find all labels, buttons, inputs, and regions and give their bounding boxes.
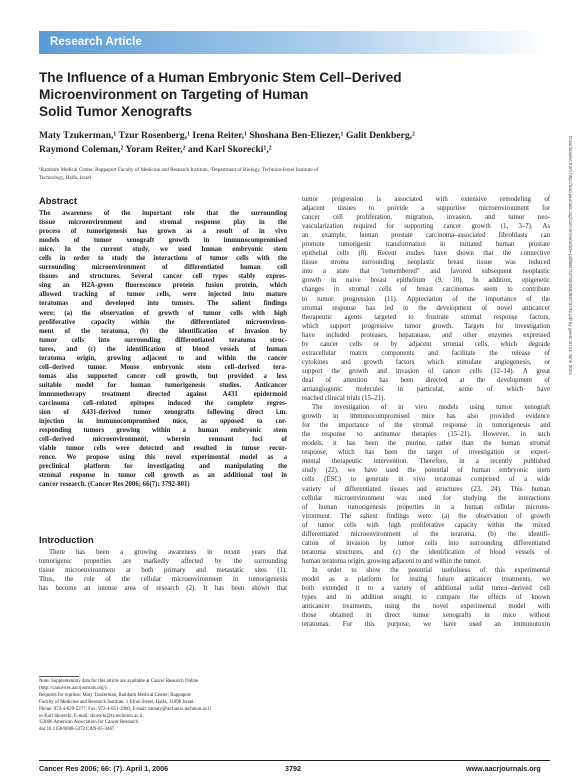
text-line: proliferative capacity within the differentiated microenviron- [39,318,287,326]
text-line: teratomas and developed into tumors. The salient findings [39,300,287,308]
text-line: suitable model for human tumorigenesis studies. Anticancer [39,381,287,389]
text-line: cancer research. (Cancer Res 2006; 66(7): 3792-801) [39,481,190,489]
footnotes [39,679,287,734]
text-line: to tumor progression (11). Appreciation of the importance of the [302,295,550,303]
download-note-text: Downloaded from http://aacrjournals.org/cancerres/article-pdf/66/7/3792/2562697/3792.pdf by guest on 21 June 2022 [568,136,573,375]
title-line: Solid Tumor Xenografts [39,104,193,119]
text-line: injection in immunocompromised mice, as opposed to cor- [39,418,287,426]
text-line: teratomas. For this purpose, we have used an immunotoxin [302,621,550,629]
footnote-line: (http://cancerres.aacrjournals.org/). [39,685,108,691]
footnote-line: or Karl Skorecki, E-mail: skorecki@tx.technion.ac.il. [39,713,144,719]
text-line: growth in naive breast epithelium (9, 10). In addition, epigenetic [302,277,550,285]
text-line: adjacent tissues to provide a supportive microenvironment for [302,205,550,213]
text-line: rence. We propose using this novel experimental model as a [39,454,287,462]
footnote-line: Note: Supplementary data for this article are available at Cancer Research Online [39,679,199,684]
text-line: for the importance of the stromal response in tumorigenesis and [302,422,550,430]
text-line: tumorigenic properties are markedly affected by the surrounding [39,558,287,566]
title-line: The Influence of a Human Embryonic Stem Cell–Derived [39,70,402,85]
text-line: mice. In the current study, we used human embryonic stem [39,246,287,254]
text-line: The awareness of the important role that the surrounding [39,210,287,217]
text-line: reached clinical trials (15–21). [302,395,386,403]
footnote-line: ©2006 American Association for Cancer Research. [39,720,140,726]
text-line: tomas also supported cancer cell growth, but provided a less [39,372,287,380]
article-type-label: Research Article [50,36,142,48]
text-line: were: (a) the observation of growth of tumor cells with high [39,309,287,317]
footer-divider [39,760,550,761]
text-line: sing an H2A-green fluorescence protein fusion protein, which [39,282,287,290]
text-line: cells in order to study the interactions of tumor cells with the [39,255,287,263]
footnote-line: Requests for reprints: Maty Tzukerman, Rambam Medical Center; Rappaport [39,692,191,698]
body-paragraph [302,195,550,403]
text-line: have included proteases, heparanase, and other enzymes expressed [302,331,550,339]
text-line: tissue microenvironment at both primary and metastatic sites (1). [39,567,287,575]
download-note [565,136,575,556]
text-line: Thus, the role of the cellular microenvironment in tumorigenesis [39,576,287,584]
introduction-body [39,548,287,593]
text-line: types and in addition sought to compare the effects of known [302,594,550,602]
text-line: by cancer cells or by adjacent stromal cells, which degrade [302,340,550,348]
affiliation-line: ¹Rambam Medical Center, Rappaport Faculty of Medicine and Research Institute, ²Department of Biology, Technion-Israel Institute of [39,167,319,173]
footer-journal-url[interactable]: www.aacrjournals.org [466,764,541,773]
introduction-heading: Introduction [39,534,94,545]
text-line: cation of invasion by tumor cells into surrounding differentiated [302,539,550,547]
right-column-body [302,195,550,629]
title-line: Microenvironment on Targeting of Human [39,87,309,102]
affiliation-line: Technology, Haifa, Israel [39,175,92,181]
text-line: cancer cell proliferation, migration, invasion, and tumor neo- [302,214,550,222]
text-line: extracellular matrix components and facilitate the release of [302,349,550,357]
text-line: sion of A431-derived tumor xenografts following direct i.m. [39,409,287,417]
text-line: cell–derived microenvironment, wherein remnant foci of [39,436,287,444]
text-line: changes in stromal cells of breast carcinomas seem to contribute [302,286,550,294]
text-line: surrounding microenvironment of differentiated human cell [39,264,287,272]
footer-citation: Cancer Res 2006; 66: (7). April 1, 2006 [39,764,169,773]
text-line: cytokines and growth factors which stimulate angiogenesis, or [302,358,550,366]
text-line: models, it has been the murine, rather than the human stromal [302,440,550,448]
affiliations [39,166,559,182]
text-line: response, which has been the target of investigation or experi- [302,449,550,457]
text-line: preclinical platform for investigating and manipulating the [39,463,287,471]
text-line: tissue microenvironment and stromal response play in the [39,219,287,227]
text-line: of tumor cells with high proliferative capacity within the mixed [302,521,550,529]
article-title [39,69,559,120]
footnote-line: Phone: 972-4-829-5277; Fax: 972-4-851-2980; E-mail: bimaty@techunix.technion.ac.il [39,706,211,712]
text-line: models of tumor xenograft growth in immunocompromised [39,237,287,245]
text-line: promote tumorigenic transformation in initiated human prostate [302,241,550,249]
text-line: tumor cells into surrounding differentiated teratoma struc- [39,336,287,344]
text-line: teratoma structures, and (c) the identification of blood vessels of [302,548,550,556]
text-line: tumor progression is associated with extensive remodeling of [302,196,550,203]
text-line: tissues and structures. Several cancer cell types stably expres- [39,273,287,281]
abstract-heading: Abstract [39,195,78,206]
text-line: the response to antitumor therapies (15–21). However, in such [302,431,550,439]
text-line: differentiated microenvironment of the teratoma, (b) the identifi- [302,530,550,538]
text-line: which support progressive tumor growth. Targets for investigation [302,322,550,330]
text-line: both extended it to a variety of additional solid tumor–derived cell [302,585,550,593]
text-line: variety of differentiated tissues and structures (23, 24). This human [302,485,550,493]
footer-page-number: 3792 [285,764,301,773]
text-line: vironment. The salient findings were: (a) the observation of growth [302,512,550,520]
text-line: therapeutic agents targeted to frustrate stromal response factors, [302,313,550,321]
text-line: tissue stroma surrounding neoplastic breast tissue was induced [302,259,550,267]
author-line: Maty Tzukerman,¹ Tzur Rosenberg,¹ Irena Reiter,¹ Shoshana Ben-Eliezer,¹ Galit Denkberg,² [39,130,415,141]
text-line: In order to show the potential usefulness of this experimental [312,566,550,574]
text-line: teratoma origin, growing adjacent to and within the cancer [39,354,287,362]
text-line: The investigation of in vivo models using tumor xenograft [312,404,550,412]
text-line: model as a platform for testing future anticancer treatments, we [302,575,550,583]
text-line: antiangiogenic molecules in particular, some of which have [302,385,550,393]
abstract-body [39,209,287,489]
text-line: stromal response in tumor cell growth as an additional tool in [39,472,287,480]
text-line: tures, and (c) the identification of blood vessels of human [39,345,287,353]
text-line: those obtained in direct tumor xenografts in mice without [302,612,550,620]
text-line: an example, human prostate carcinoma–associated fibroblasts can [302,232,550,240]
text-line: of human tumorigenesis properties in a human cellular microen- [302,503,550,511]
text-line: epithelial cells (8). Recent studies have shown that the connective [302,250,550,258]
body-paragraph [302,403,550,566]
text-line: study (22), we have used the potential of human embryonic stem [302,467,550,475]
text-line: process of tumorigenesis has grown as a result of in vivo [39,228,287,236]
text-line: cell–derived tumor. Mouse embryonic stem cell–derived tera- [39,363,287,371]
text-line: allowed tracking of tumor cells, were injected into mature [39,291,287,299]
text-line: viable tumor cells were detected and resulted in tumor recur- [39,445,287,453]
text-line: carcinoma cell–related epitopes induced the complete regres- [39,399,287,407]
text-line: into a state that "remembered" and favored subsequent neoplastic [302,268,550,276]
text-line: cells (ESC) to generate in vivo teratomas comprised of a wide [302,476,550,484]
text-line: ment of the teratoma, (b) the identification of invasion by [39,327,287,335]
text-line: There has been a growing awareness in recent years that [49,549,287,556]
text-line: stromal response has led to the development of novel anticancer [302,304,550,312]
text-line: human teratoma origin, growing adjacent to and within the tumor. [302,557,482,565]
text-line: has become an intense area of research (2). It has been shown that [39,585,287,593]
article-type-banner [39,31,549,54]
text-line: anticancer treatments, using the novel experimental model with [302,603,550,611]
text-line: immunotherapy treatment directed against A431 epidermoid [39,390,287,398]
footnote-divider [39,676,79,677]
footnote-line: doi:10.1158/0008-5472.CAN-05-3467 [39,727,115,733]
text-line: mental therapeutic intervention. Therefore, in a recently published [302,458,550,466]
author-line: Raymond Coleman,² Yoram Reiter,² and Karl Skorecki¹,² [39,144,272,155]
footnote-line: Faculty of Medicine and Research Institute, 1 Efron Street, Haifa, 31096 Israel. [39,699,195,705]
text-line: support the growth and invasion of cancer cells (12–14). A great [302,367,550,375]
text-line: responding tumors growing within a human embryonic stem [39,427,287,435]
text-line: deal of attention has been directed at the development of [302,376,550,384]
author-list [39,129,559,157]
text-line: growth in immunocompromised mice has also provided evidence [302,413,550,421]
text-line: cellular microenvironment was used for studying the interactions [302,494,550,502]
text-line: vascularization required for supporting cancer growth (1, 3–7). As [302,223,550,231]
body-paragraph [302,566,550,629]
